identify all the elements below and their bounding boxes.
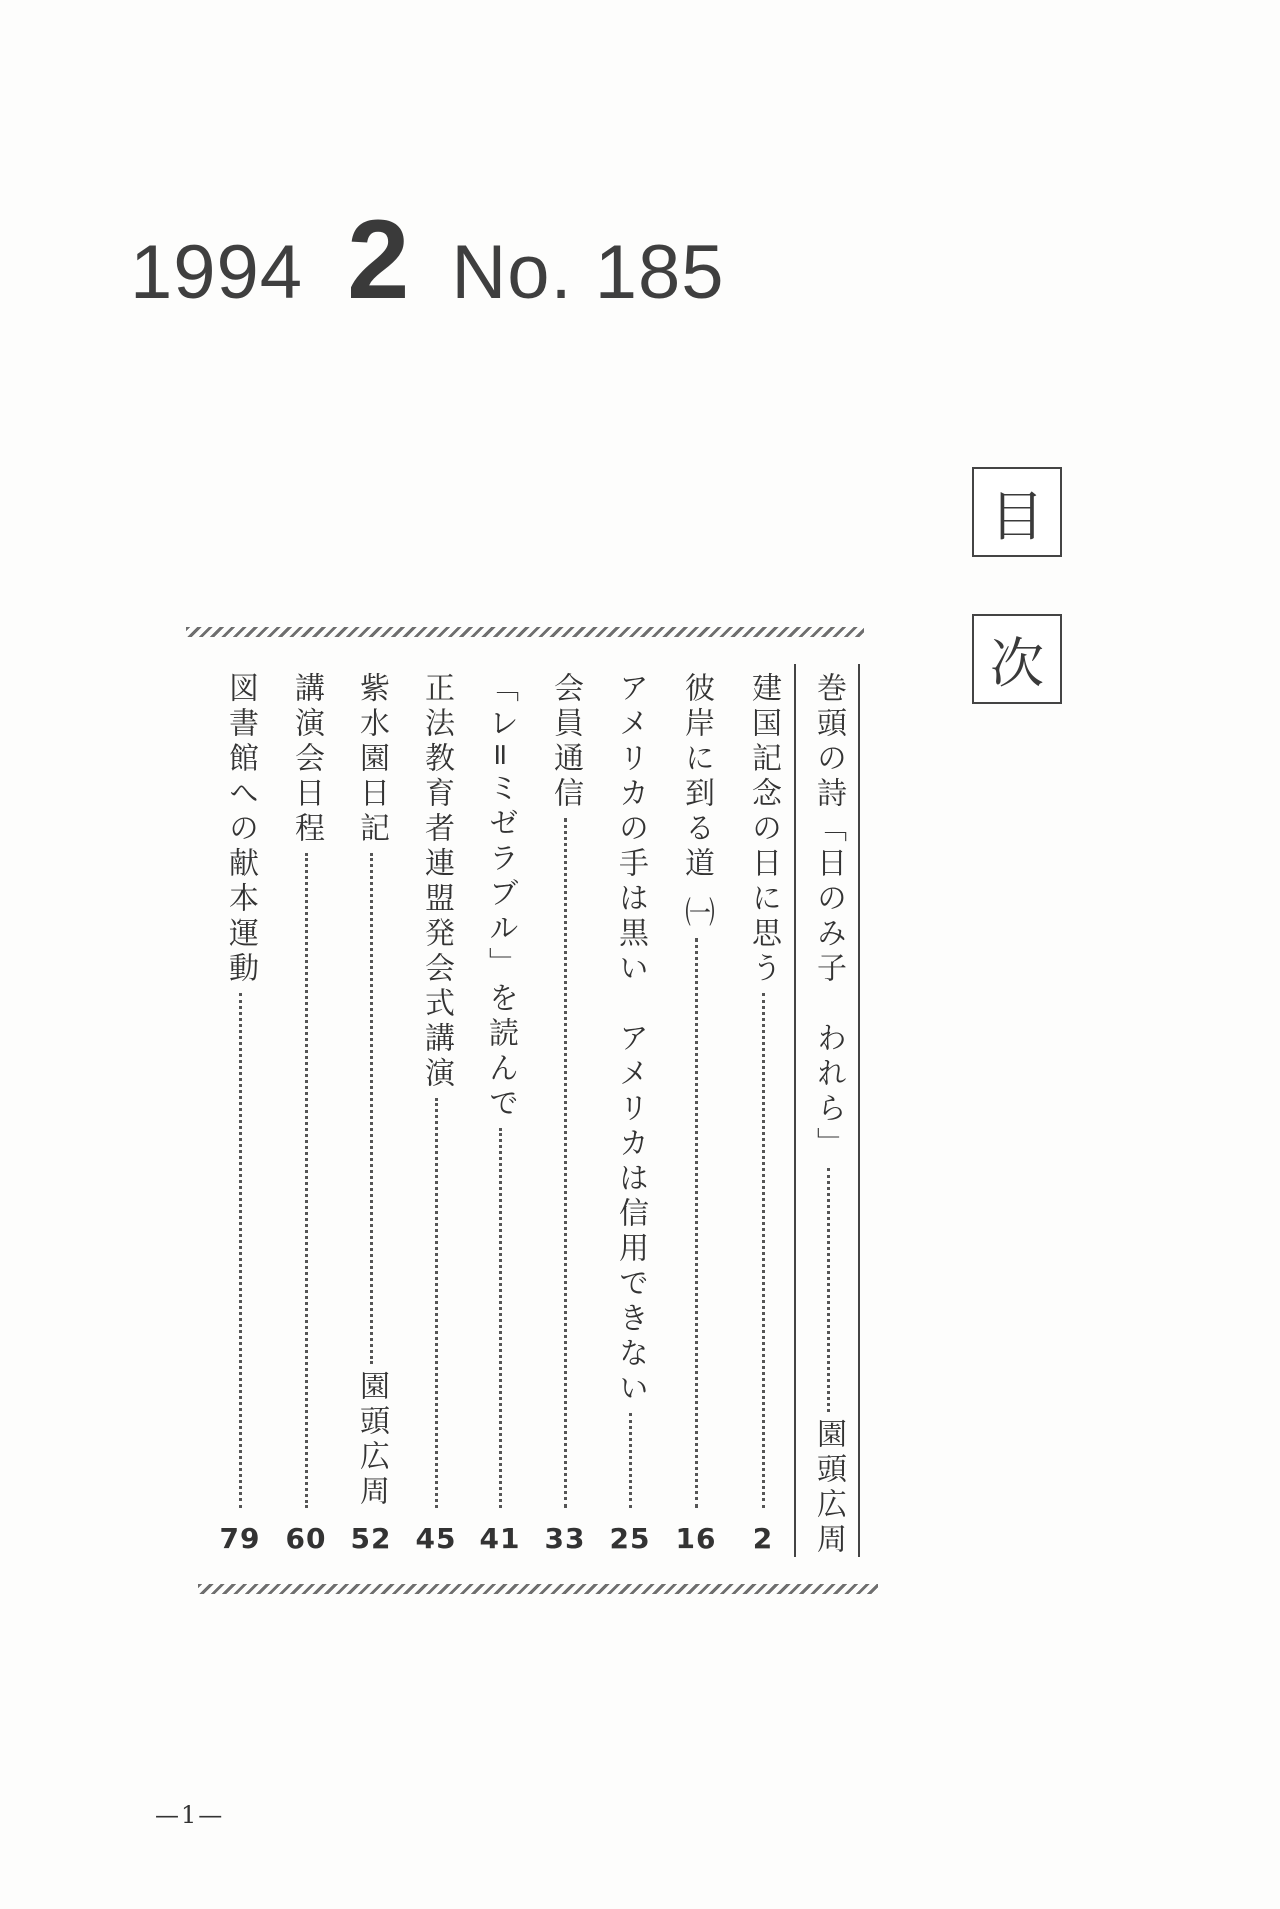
toc-entry[interactable] [286, 672, 326, 1514]
toc-leader-dots [827, 1168, 830, 1412]
toc-leader-dots [370, 853, 373, 1364]
toc-entry-title: 彼岸に到る道 ㈠ [679, 672, 714, 932]
toc-entry-page: 52 [350, 1522, 392, 1555]
masthead-month: 2 [347, 197, 410, 322]
toc-entry-page: 33 [544, 1522, 586, 1555]
page-number-footer: —1— [155, 1801, 225, 1829]
toc-title-char-2: 次 [972, 614, 1062, 704]
toc-entry[interactable] [743, 672, 783, 1514]
toc-entry-title: 建国記念の日に思う [746, 672, 781, 987]
masthead-issue-number: No. 185 [451, 230, 725, 315]
decorative-border-bottom [198, 1584, 878, 1594]
toc-entry[interactable] [416, 672, 456, 1514]
toc-entry-page: 45 [415, 1522, 457, 1555]
masthead [130, 195, 725, 324]
toc-entry-title: 「レ=ミゼラブル」を読んで [483, 672, 518, 1123]
toc-leader-dots [695, 938, 698, 1508]
toc-leader-dots [629, 1413, 632, 1508]
toc-entry-page: 79 [219, 1522, 261, 1555]
toc-entry-title: 紫水園日記 [354, 672, 389, 847]
toc-entry-title: 正法教育者連盟発会式講演 [419, 672, 454, 1092]
toc-entry[interactable] [610, 672, 650, 1514]
toc-entry-page: 16 [675, 1522, 717, 1555]
toc-entry[interactable] [545, 672, 585, 1514]
toc-entry-title: 会員通信 [548, 672, 583, 812]
toc-entry-page: 2 [752, 1522, 774, 1555]
toc-entry[interactable] [480, 672, 520, 1514]
toc-leader-dots [305, 853, 308, 1508]
toc-frame-line [858, 664, 860, 1557]
toc-entry-title: 巻頭の詩「日のみ子 われら」 [811, 672, 846, 1162]
toc-entry[interactable] [220, 672, 260, 1514]
toc-leader-dots [435, 1098, 438, 1508]
toc-entry-page: 41 [479, 1522, 521, 1555]
toc-entry[interactable] [808, 672, 848, 1562]
toc-leader-dots [239, 993, 242, 1508]
toc-leader-dots [499, 1128, 502, 1508]
toc-entry[interactable] [676, 672, 716, 1514]
toc-entry-title: 講演会日程 [289, 672, 324, 847]
toc-divider-line [794, 664, 796, 1557]
toc-leader-dots [762, 993, 765, 1508]
toc-entry[interactable] [351, 672, 391, 1514]
toc-entry-author: 園頭広周 [354, 1370, 389, 1510]
toc-title-char-1: 目 [972, 467, 1062, 557]
toc-entry-title: 図書館への献本運動 [223, 672, 258, 987]
decorative-border-top [186, 627, 864, 637]
toc-entry-page: 60 [285, 1522, 327, 1555]
toc-entry-author: 園頭広周 [811, 1418, 846, 1558]
masthead-year: 1994 [130, 230, 304, 315]
toc-leader-dots [564, 818, 567, 1508]
toc-entry-page: 25 [609, 1522, 651, 1555]
toc-entry-title: アメリカの手は黒い アメリカは信用できない [613, 672, 648, 1407]
